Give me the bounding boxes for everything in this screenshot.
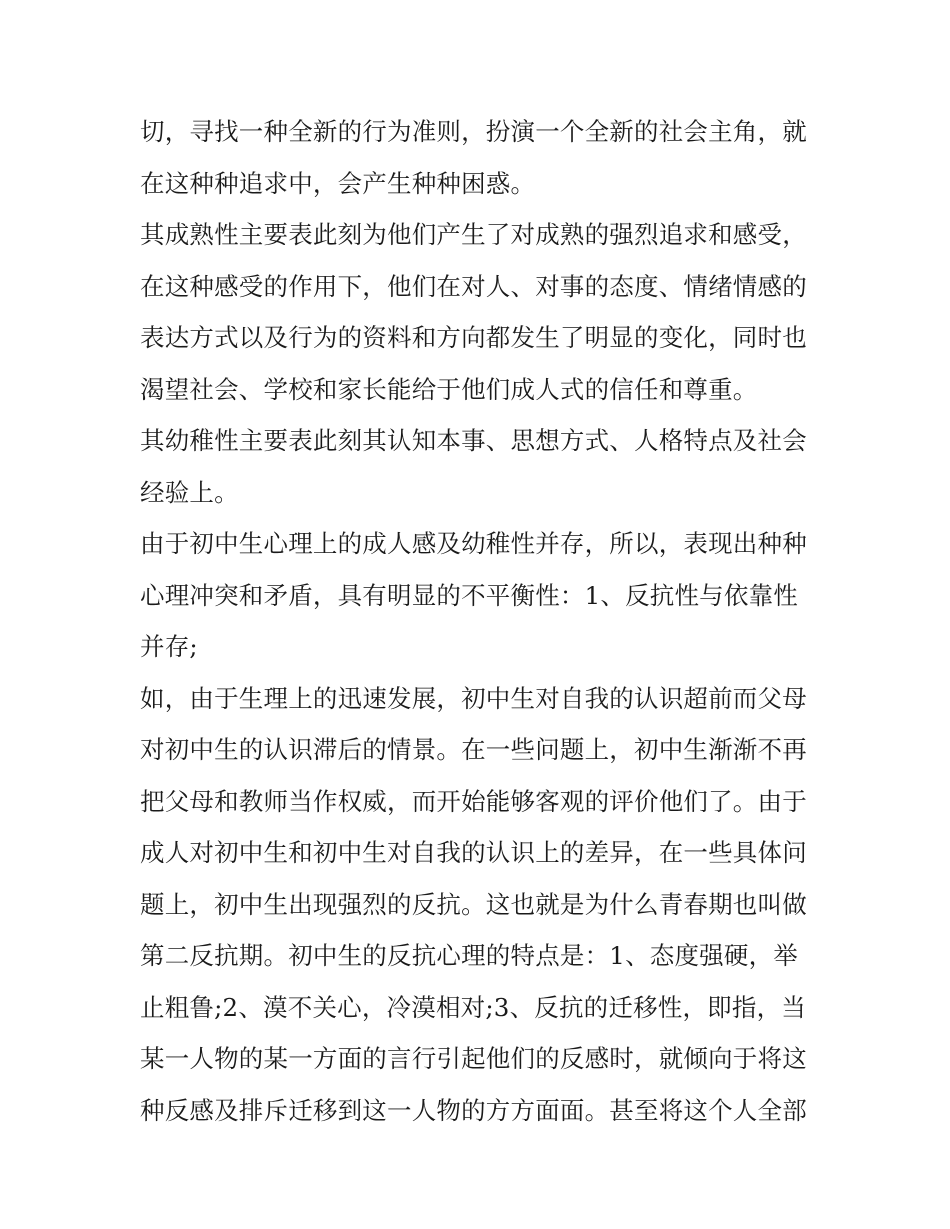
text-line: 表达方式以及行为的资料和方向都发生了明显的变化，同时也 bbox=[140, 323, 807, 352]
text-line: 经验上。 bbox=[140, 477, 239, 507]
text-line: 对初中生的认识滞后的情景。在一些问题上，初中生渐渐不再 bbox=[140, 735, 807, 764]
text-line: 由于初中生心理上的成人感及幼稚性并存，所以，表现出种种 bbox=[140, 529, 807, 558]
text-line: 种反感及排斥迁移到这一人物的方方面面。甚至将这个人全部 bbox=[140, 1095, 807, 1125]
text-line: 切，寻找一种全新的行为准则，扮演一个全新的社会主角，就 bbox=[140, 117, 807, 146]
text-line: 成人对初中生和初中生对自我的认识上的差异，在一些具体问 bbox=[140, 838, 807, 867]
text-line: 把父母和教师当作权威，而开始能够客观的评价他们了。由于 bbox=[140, 786, 807, 816]
body-text bbox=[140, 106, 820, 1136]
text-line: 题上，初中生出现强烈的反抗。这也就是为什么青春期也叫做 bbox=[140, 889, 807, 919]
text-line: 某一人物的某一方面的言行引起他们的反感时，就倾向于将这 bbox=[140, 1044, 807, 1073]
text-line: 其幼稚性主要表此刻其认知本事、思想方式、人格特点及社会 bbox=[140, 426, 807, 455]
text-line: 如，由于生理上的迅速发展，初中生对自我的认识超前而父母 bbox=[140, 683, 807, 713]
text-line: 第二反抗期。初中生的反抗心理的特点是：1、态度强硬，举 bbox=[140, 941, 798, 970]
text-line: 止粗鲁;2、漠不关心，冷漠相对;3、反抗的迁移性，即指，当 bbox=[140, 992, 806, 1022]
text-line: 渴望社会、学校和家长能给于他们成人式的信任和尊重。 bbox=[140, 374, 758, 404]
text-line: 在这种种追求中，会产生种种困惑。 bbox=[140, 168, 536, 198]
text-line: 其成熟性主要表此刻为他们产生了对成熟的强烈追求和感受， bbox=[140, 220, 807, 249]
text-line: 并存; bbox=[140, 632, 198, 661]
text-line: 在这种感受的作用下，他们在对人、对事的态度、情绪情感的 bbox=[140, 271, 807, 301]
text-line: 心理冲突和矛盾，具有明显的不平衡性：1、反抗性与依靠性 bbox=[140, 580, 798, 610]
